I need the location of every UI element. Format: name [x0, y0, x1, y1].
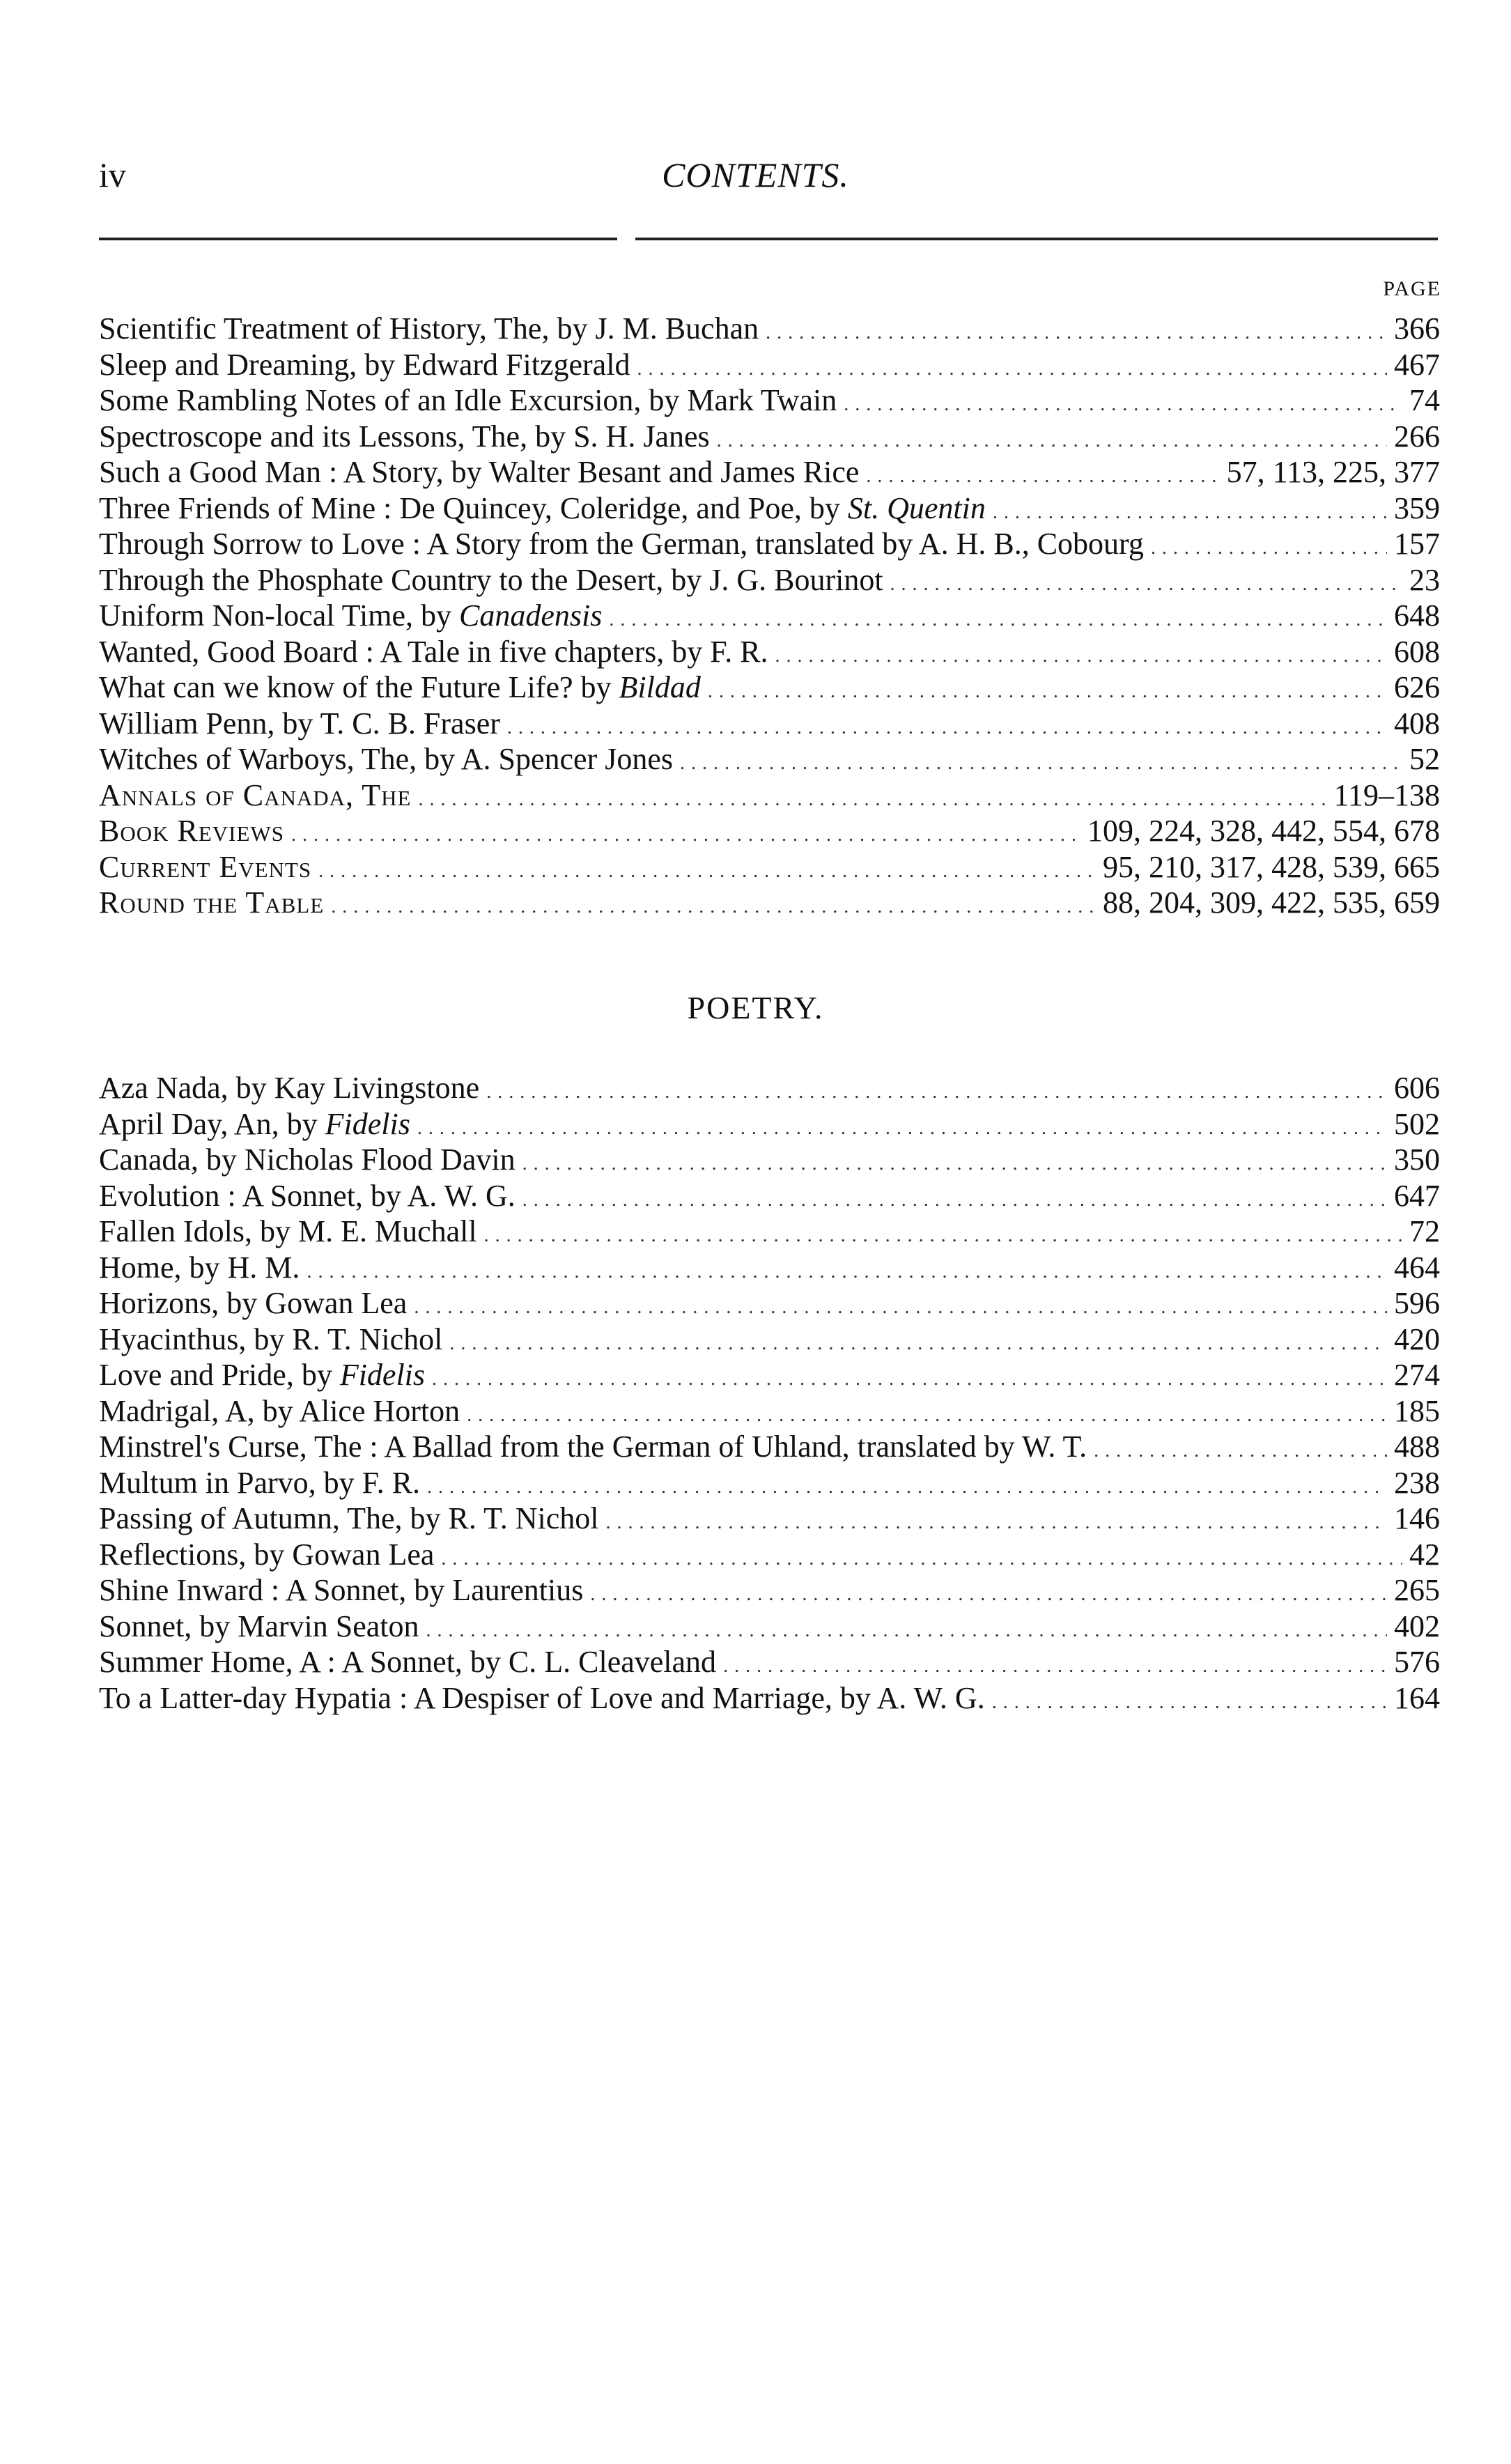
dot-leader	[432, 1357, 1387, 1393]
entry-pages: 606	[1394, 1071, 1440, 1105]
entry-title	[99, 311, 759, 346]
entry-pages: 274	[1394, 1358, 1440, 1392]
dot-leader	[890, 562, 1402, 598]
page-column-label: PAGE	[1383, 277, 1441, 300]
contents-entry	[99, 1357, 1440, 1393]
contents-entry	[99, 1393, 1440, 1429]
entry-title	[99, 706, 500, 741]
contents-entry	[99, 1609, 1440, 1645]
entry-title	[99, 598, 602, 633]
dot-leader	[680, 741, 1402, 777]
entry-title-text: Three Friends of Mine : De Quincey, Coleridge, and Poe, by	[99, 490, 840, 525]
dot-leader	[723, 1644, 1387, 1680]
entry-pages: 502	[1394, 1106, 1440, 1141]
entry-title	[99, 419, 710, 454]
entry-pages: 52	[1409, 742, 1440, 776]
dot-leader	[708, 669, 1387, 705]
contents-entry	[99, 1501, 1440, 1537]
entry-title-text: Spectroscope and its Lessons, The, by S. H. Janes	[99, 419, 710, 454]
entry-title-text: Home, by H. M.	[99, 1250, 300, 1285]
contents-entry	[99, 562, 1440, 598]
contents-entry	[99, 1680, 1440, 1717]
entry-author-italic: Bildad	[619, 670, 701, 704]
entry-title-text: Canada, by Nicholas Flood Davin	[99, 1142, 516, 1177]
entry-pages: 402	[1394, 1609, 1440, 1643]
contents-entry	[99, 669, 1440, 706]
entry-pages: 596	[1394, 1286, 1440, 1320]
entry-title-text: Witches of Warboys, The, by A. Spencer Jones	[99, 742, 674, 776]
entry-pages: 608	[1394, 634, 1440, 669]
header-rule-left	[99, 238, 617, 240]
dot-leader	[766, 311, 1387, 346]
entry-pages: 359	[1394, 490, 1440, 525]
entry-title	[99, 669, 701, 705]
entry-pages: 57, 113, 225, 377	[1226, 455, 1440, 489]
dot-leader	[414, 1285, 1387, 1321]
entry-title-text: Some Rambling Notes of an Idle Excursion, by Mark Twain	[99, 383, 837, 417]
entry-title	[99, 1465, 420, 1501]
entry-title	[99, 1070, 479, 1106]
entry-pages: 265	[1394, 1573, 1440, 1607]
entry-pages: 488	[1394, 1429, 1440, 1464]
contents-entry	[99, 454, 1440, 490]
dot-leader	[1094, 1429, 1387, 1464]
entry-title-text: Such a Good Man : A Story, by Walter Besant and James Rice	[99, 455, 860, 489]
entry-title-text: Sleep and Dreaming, by Edward Fitzgerald	[99, 347, 630, 382]
entry-title	[99, 562, 883, 598]
entry-title	[99, 634, 768, 669]
entry-pages: 109, 224, 328, 442, 554, 678	[1087, 814, 1440, 848]
entry-pages: 647	[1394, 1178, 1440, 1213]
entry-pages: 266	[1394, 419, 1440, 454]
contents-entry	[99, 1106, 1440, 1142]
entry-title-text: Multum in Parvo, by F. R.	[99, 1465, 420, 1500]
contents-entry	[99, 634, 1440, 670]
contents-entry	[99, 885, 1440, 921]
dot-leader	[507, 706, 1387, 741]
entry-title	[99, 1429, 1087, 1464]
entry-pages: 119–138	[1333, 777, 1440, 812]
dot-leader	[717, 419, 1387, 454]
entry-title-text: Hyacinthus, by R. T. Nichol	[99, 1322, 443, 1356]
entry-title-text: Evolution : A Sonnet, by A. W. G.	[99, 1178, 516, 1213]
entry-author-italic: St. Quentin	[847, 490, 986, 525]
entry-title	[99, 1357, 425, 1393]
entry-pages: 648	[1394, 598, 1440, 633]
entry-pages: 74	[1409, 383, 1440, 417]
entry-pages: 420	[1394, 1322, 1440, 1356]
contents-entry	[99, 526, 1440, 562]
header-rule-right	[635, 238, 1438, 240]
entry-title-text: Sonnet, by Marvin Seaton	[99, 1609, 419, 1643]
entry-author-italic: Fidelis	[325, 1106, 410, 1141]
entry-title	[99, 347, 630, 382]
entry-title	[99, 741, 673, 777]
contents-entry	[99, 741, 1440, 777]
entry-title	[99, 1250, 300, 1285]
dot-leader	[605, 1501, 1387, 1536]
entry-title-text: Aza Nada, by Kay Livingstone	[99, 1071, 480, 1105]
dot-leader	[427, 1465, 1387, 1501]
contents-entry	[99, 311, 1440, 347]
dot-leader	[590, 1572, 1387, 1608]
entry-title-text: William Penn, by T. C. B. Fraser	[99, 706, 500, 741]
entry-author-italic: Fidelis	[339, 1358, 426, 1392]
entry-title	[99, 1572, 583, 1608]
dot-leader	[486, 1070, 1387, 1106]
prose-contents-list	[99, 311, 1440, 921]
entry-pages: 238	[1394, 1465, 1440, 1500]
poetry-contents-list	[99, 1070, 1440, 1716]
entry-pages: 146	[1394, 1501, 1440, 1535]
dot-leader	[449, 1322, 1387, 1357]
dot-leader	[418, 777, 1326, 813]
contents-entry	[99, 1070, 1440, 1106]
entry-title	[99, 1644, 716, 1680]
entry-pages: 42	[1409, 1537, 1440, 1572]
entry-pages: 350	[1394, 1142, 1440, 1177]
entry-title	[99, 1609, 419, 1644]
contents-entry	[99, 1644, 1440, 1680]
entry-title-text: Fallen Idols, by M. E. Muchall	[99, 1214, 477, 1248]
entry-title-text: Through Sorrow to Love : A Story from the German, translated by A. H. B., Cobourg	[99, 527, 1144, 561]
contents-entry	[99, 347, 1440, 383]
entry-title	[99, 777, 411, 813]
dot-leader	[775, 634, 1387, 669]
contents-entry	[99, 777, 1440, 814]
entry-title-text: Annals of Canada, The	[99, 777, 412, 812]
entry-title-text: Round the Table	[99, 885, 325, 920]
dot-leader	[467, 1393, 1387, 1429]
entry-title-text: Uniform Non-local Time, by	[99, 598, 451, 633]
entry-title	[99, 382, 837, 418]
entry-title	[99, 1393, 460, 1429]
entry-title	[99, 849, 311, 885]
entry-title-text: Book Reviews	[99, 814, 284, 848]
contents-entry	[99, 1214, 1440, 1250]
dot-leader	[522, 1142, 1387, 1177]
dot-leader	[522, 1178, 1387, 1214]
entry-pages: 164	[1394, 1680, 1440, 1715]
entry-title-text: Wanted, Good Board : A Tale in five chapters, by F. R.	[99, 634, 768, 669]
entry-title-text: Reflections, by Gowan Lea	[99, 1537, 435, 1572]
contents-entry	[99, 1250, 1440, 1286]
contents-entry	[99, 598, 1440, 634]
entry-title	[99, 454, 859, 490]
entry-title-text: Love and Pride, by	[99, 1358, 332, 1392]
entry-title-text: Scientific Treatment of History, The, by J. M. Buchan	[99, 311, 759, 346]
entry-pages: 467	[1394, 347, 1440, 382]
entry-title-text: Horizons, by Gowan Lea	[99, 1286, 408, 1320]
entry-author-italic: Canadensis	[458, 598, 603, 633]
dot-leader	[992, 1680, 1387, 1716]
dot-leader	[484, 1214, 1402, 1249]
poetry-heading: POETRY.	[687, 990, 824, 1025]
contents-entry	[99, 1537, 1440, 1573]
dot-leader	[331, 885, 1096, 920]
contents-entry	[99, 382, 1440, 419]
entry-title	[99, 1285, 407, 1321]
entry-pages: 626	[1394, 670, 1440, 704]
dot-leader	[1151, 526, 1387, 561]
dot-leader	[426, 1609, 1387, 1644]
entry-title	[99, 1537, 434, 1572]
entry-pages: 576	[1394, 1645, 1440, 1679]
entry-title	[99, 1142, 516, 1177]
dot-leader	[307, 1250, 1387, 1285]
entry-title-text: To a Latter-day Hypatia : A Despiser of Love and Marriage, by A. W. G.	[99, 1680, 985, 1715]
dot-leader	[318, 849, 1096, 885]
contents-entry	[99, 706, 1440, 742]
entry-title-text: April Day, An, by	[99, 1106, 318, 1141]
contents-entry	[99, 1142, 1440, 1178]
entry-pages: 157	[1394, 527, 1440, 561]
entry-title	[99, 1106, 410, 1142]
contents-entry	[99, 1572, 1440, 1609]
entry-title-text: Minstrel's Curse, The : A Ballad from the German of Uhland, translated by W. T.	[99, 1429, 1087, 1464]
dot-leader	[291, 813, 1080, 849]
entry-title	[99, 813, 284, 849]
dot-leader	[609, 598, 1387, 633]
entry-title	[99, 1680, 985, 1716]
entry-pages: 95, 210, 317, 428, 539, 665	[1103, 849, 1440, 884]
dot-leader	[417, 1106, 1387, 1142]
contents-entry	[99, 813, 1440, 849]
contents-entry	[99, 1285, 1440, 1322]
entry-title	[99, 1214, 477, 1249]
entry-title	[99, 490, 986, 526]
entry-pages: 88, 204, 309, 422, 535, 659	[1103, 885, 1440, 920]
entry-title-text: Through the Phosphate Country to the Desert, by J. G. Bourinot	[99, 562, 883, 597]
contents-entry	[99, 1465, 1440, 1501]
dot-leader	[637, 347, 1387, 382]
page-title: CONTENTS.	[662, 155, 849, 194]
dot-leader	[993, 490, 1387, 526]
contents-entry	[99, 1178, 1440, 1214]
entry-title-text: Passing of Autumn, The, by R. T. Nichol	[99, 1501, 599, 1535]
contents-entry	[99, 1322, 1440, 1358]
page-number: iv	[99, 155, 126, 194]
entry-title	[99, 1178, 516, 1214]
entry-title-text: What can we know of the Future Life? by	[99, 670, 612, 704]
dot-leader	[844, 382, 1402, 418]
entry-title-text: Shine Inward : A Sonnet, by Laurentius	[99, 1573, 584, 1607]
entry-title	[99, 1322, 442, 1357]
entry-pages: 23	[1409, 562, 1440, 597]
entry-title-text: Current Events	[99, 849, 312, 884]
entry-pages: 408	[1394, 706, 1440, 741]
entry-title-text: Summer Home, A : A Sonnet, by C. L. Cleaveland	[99, 1645, 717, 1679]
contents-entry	[99, 490, 1440, 527]
entry-title-text: Madrigal, A, by Alice Horton	[99, 1393, 460, 1428]
contents-entry	[99, 849, 1440, 885]
contents-entry	[99, 419, 1440, 455]
contents-entry	[99, 1429, 1440, 1465]
entry-pages: 366	[1394, 311, 1440, 346]
dot-leader	[866, 454, 1219, 490]
entry-pages: 464	[1394, 1250, 1440, 1285]
entry-title	[99, 526, 1144, 561]
dot-leader	[441, 1537, 1402, 1572]
entry-title	[99, 885, 324, 920]
entry-title	[99, 1501, 598, 1536]
entry-pages: 185	[1394, 1393, 1440, 1428]
entry-pages: 72	[1409, 1214, 1440, 1248]
